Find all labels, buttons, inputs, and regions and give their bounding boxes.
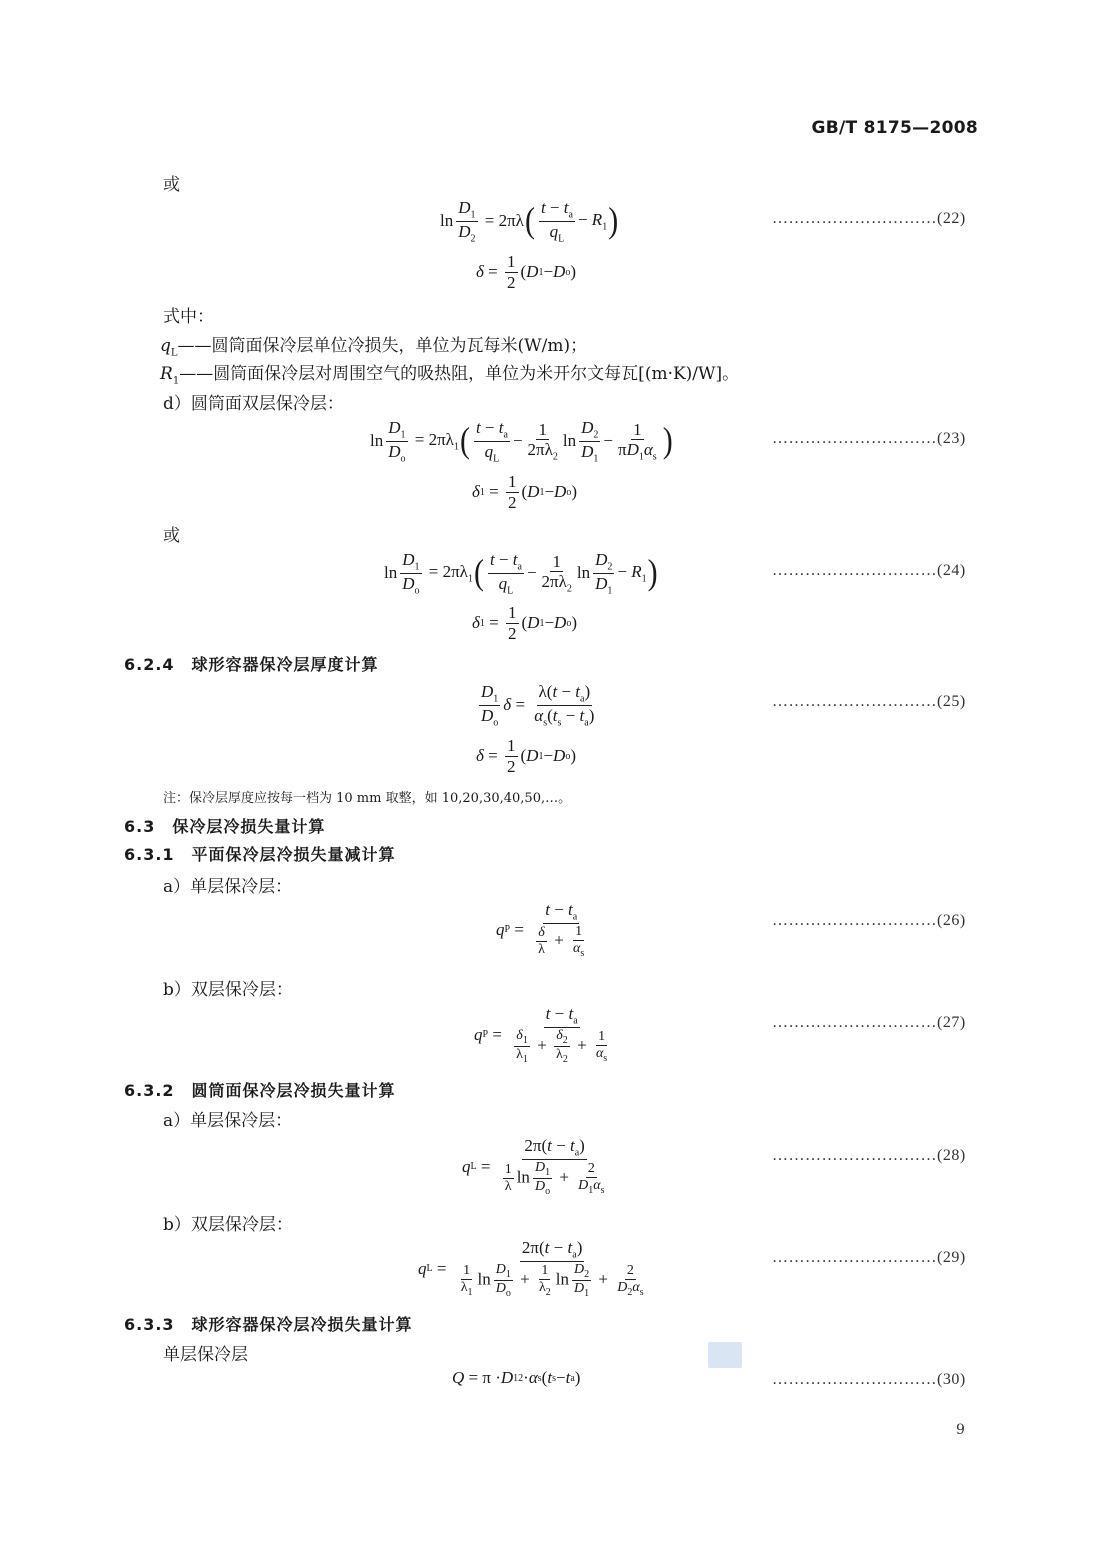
section-6-3-2: 6.3.2 圆筒面保冷层冷损失量计算	[124, 1081, 396, 1100]
scan-smudge	[708, 1342, 742, 1368]
eq-ref-27: …………………………(27)	[772, 1014, 966, 1031]
eq-ref-25: …………………………(25)	[772, 693, 966, 710]
eq-ref-24: …………………………(24)	[772, 562, 966, 579]
equation-27: q P = $t - t_a$ $\frac{\delta_1}{\lambda_1}$ + $\frac{\delta_2}{\lambda_2}$ + $\frac{1}{\alpha_s}$	[474, 1004, 608, 1065]
delta1-def-23: δ 1 = $\frac{1}{2}$ ( D 1 − D o )	[472, 472, 577, 512]
page-number: 9	[956, 1422, 965, 1438]
equation-23: ln $\frac{D_1}{D_o}$ = $2\pi\lambda_1$ ( $\frac{t - t_a}{q_L}$ − $\frac{1}{2\pi\lambda_2}$ ln $\frac{D_2}{D_1}$ − $\frac{1}{\pi D_1\alpha_s}$ )	[370, 418, 673, 465]
section-6-3-3: 6.3.3 球形容器保冷层冷损失量计算	[124, 1315, 413, 1334]
delta1-def-24: δ 1 = $\frac{1}{2}$ ( D 1 − D o )	[472, 603, 577, 643]
equation-25: $\frac{D_1}{D_o}$ δ = $\frac{\lambda(t - t_a)}{\alpha_s(t_s - t_a)}$	[481, 682, 595, 729]
item-b-2: b）双层保冷层：	[163, 1215, 293, 1235]
standard-code: GB/T 8175—2008	[811, 118, 978, 138]
eq-ref-26: …………………………(26)	[772, 912, 966, 929]
eq-ref-29: …………………………(29)	[772, 1249, 966, 1266]
equation-30: Q = π · D 1 2 · α s ( t s − t a )	[452, 1368, 581, 1387]
equation-28: q L = $2\pi(t - t_a)$ $\frac{1}{\lambda}$ ln $\frac{D_1}{D_o}$ + $\frac{2}{D_1\alpha_s}$	[462, 1136, 605, 1197]
note-rounding: 注：保冷层厚度应按每一档为 10 mm 取整，如 10,20,30,40,50,…。	[163, 791, 572, 806]
item-a-2: a）单层保冷层：	[163, 1111, 293, 1131]
item-d: d）圆筒面双层保冷层：	[163, 394, 344, 414]
or-label-2: 或	[163, 526, 180, 546]
section-6-3: 6.3 保冷层冷损失量计算	[124, 817, 326, 836]
delta-def-25: δ = $\frac{1}{2}$ ( D 1 − D o )	[476, 736, 576, 776]
eq-ref-30: …………………………(30)	[772, 1371, 966, 1388]
eq-ref-28: …………………………(28)	[772, 1147, 966, 1164]
eq-ref-22: …………………………(22)	[772, 210, 966, 227]
def-R1: $R_1——$圆筒面保冷层对周围空气的吸热阻，单位为米开尔文每瓦[(m·K)/W]。	[160, 364, 740, 387]
single-layer-label: 单层保冷层	[163, 1345, 248, 1365]
where-label: 式中：	[163, 307, 214, 327]
or-label: 或	[163, 175, 180, 195]
equation-24: ln $\frac{D_1}{D_o}$ = $2\pi\lambda_1$ ( $\frac{t - t_a}{q_L}$ − $\frac{1}{2\pi\lambda_2}$ ln $\frac{D_2}{D_1}$ − $R_1$ )	[384, 550, 658, 597]
item-a-1: a）单层保冷层：	[163, 877, 293, 897]
equation-22: ln $\frac{D_1}{D_2}$ = 2πλ ( $\frac{t - t_a}{q_L}$ − $R_1$ )	[440, 198, 619, 245]
equation-29: q L = $2\pi(t - t_a)$ $\frac{1}{\lambda_1}$ ln $\frac{D_1}{D_o}$ + $\frac{1}{\lambda_2}$ ln $\frac{D_2}{D_1}$ + $\frac{2}{D_2\alpha_s}$	[418, 1238, 644, 1299]
def-qL: $q_L——$圆筒面保冷层单位冷损失，单位为瓦每米(W/m)；	[160, 336, 588, 359]
item-b-1: b）双层保冷层：	[163, 980, 293, 1000]
section-6-3-1: 6.3.1 平面保冷层冷损失量减计算	[124, 845, 396, 864]
eq-ref-23: …………………………(23)	[772, 430, 966, 447]
section-6-2-4: 6.2.4 球形容器保冷层厚度计算	[124, 655, 379, 674]
delta-def-22: δ = $\frac{1}{2}$ ( D 1 − D o )	[476, 252, 576, 292]
equation-26: q P = $t - t_a$ $\frac{\delta}{\lambda}$ + $\frac{1}{\alpha_s}$	[496, 900, 585, 959]
